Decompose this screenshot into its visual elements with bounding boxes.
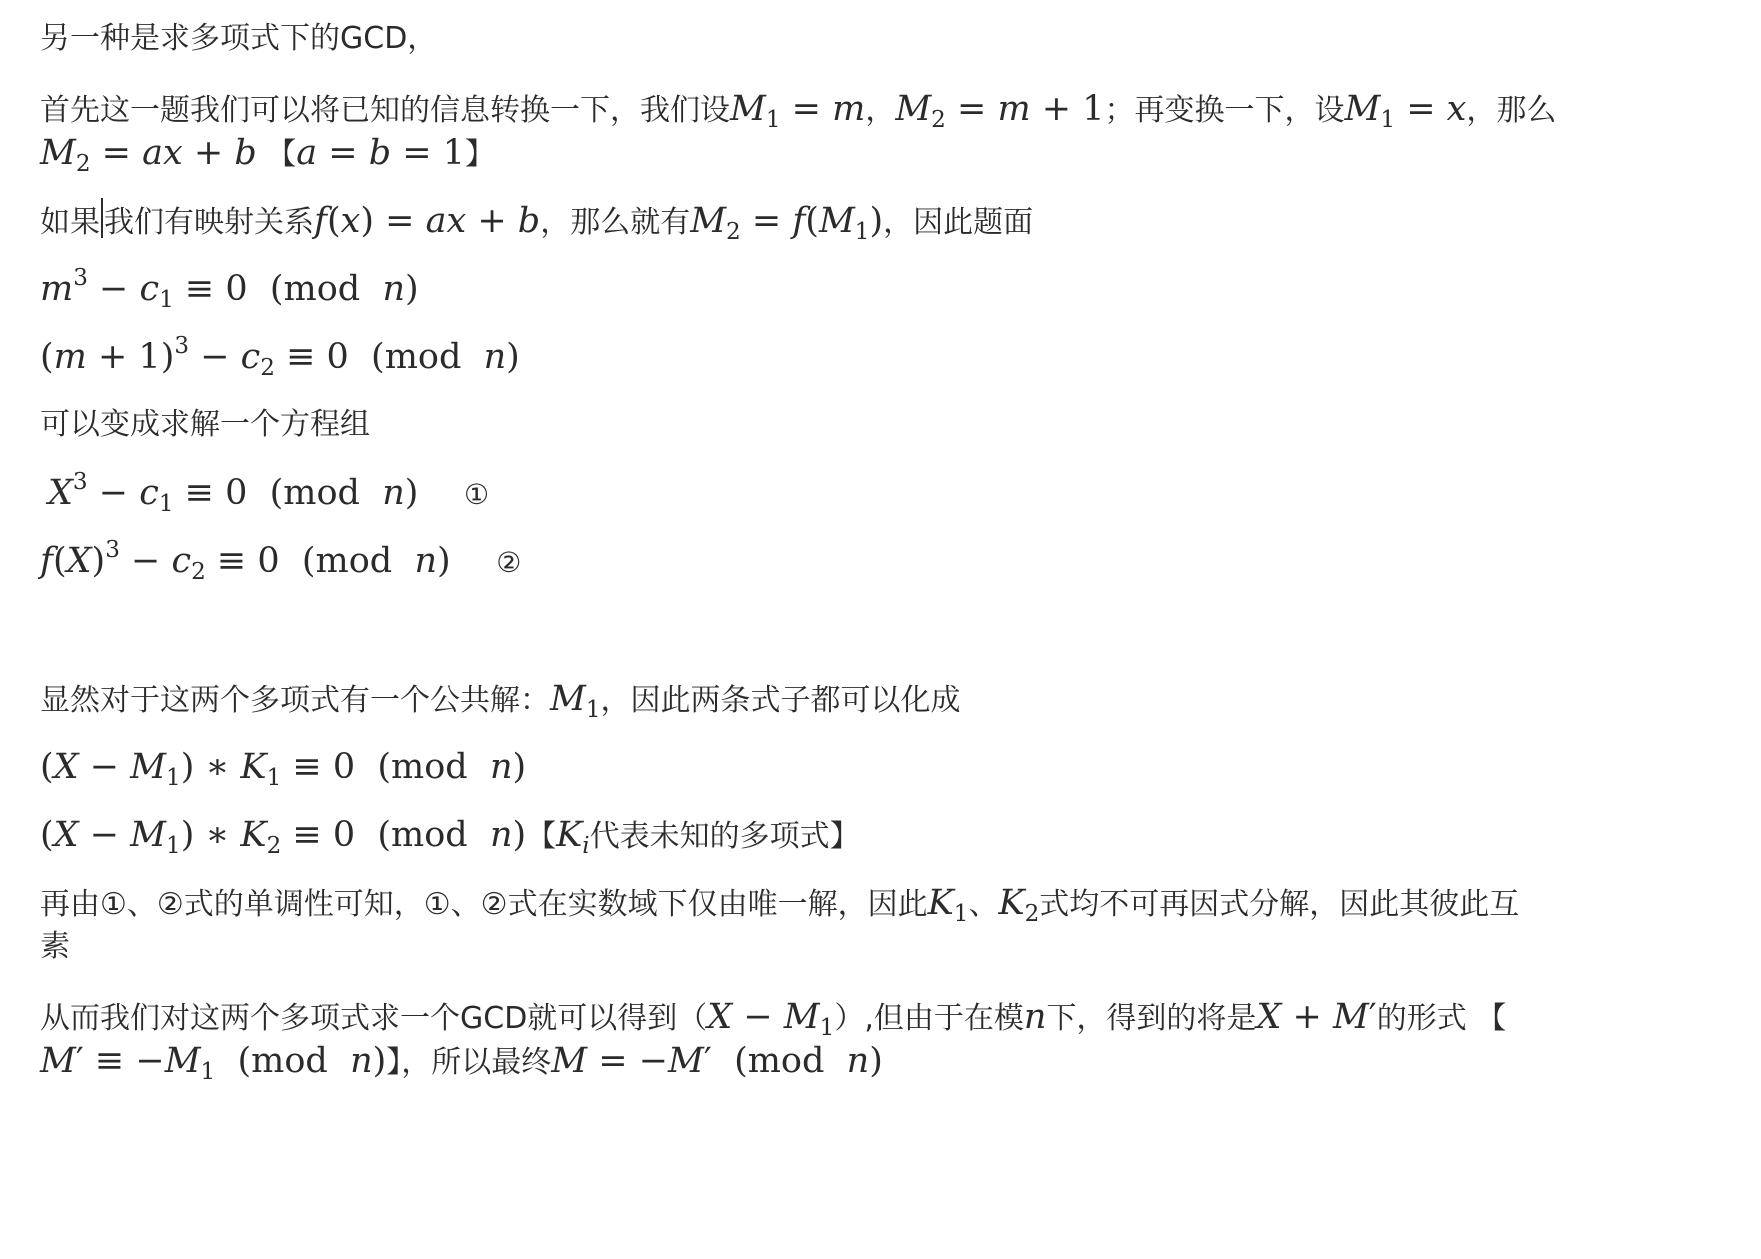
- p7-text-d: 的形式 【: [1376, 1001, 1507, 1036]
- p2-text-d: ，因此题面: [883, 205, 1034, 240]
- math-m2-eq-m-plus-1: $M_2 = m + 1$: [895, 89, 1105, 133]
- circled-two: ②: [496, 546, 522, 579]
- math-m2-eq-f-m1: $M_2 = f(M_1)$: [690, 201, 884, 245]
- paragraph-3: [40, 400, 370, 450]
- p2-text-c: ，那么就有: [540, 205, 691, 240]
- equation-k2: $(X - M_1)$ ∗ $K_2 \equiv 0$ (mod n)【$K_i$代表未知的多项式】: [40, 815, 860, 859]
- math-fx-eq-ax-b: f(x) = ax + b: [314, 201, 541, 241]
- paragraph-7-line-1: 从而我们对这两个多项式求一个GCD就可以得到$(X - M_1)$,但由于在模n下，得到的将是X + M′的形式 【: [40, 997, 1507, 1041]
- paragraph-6-line-2: [40, 922, 70, 972]
- p3-text: 可以变成求解一个方程组: [40, 407, 370, 442]
- p5-text: 代表未知的多项式: [589, 819, 830, 854]
- circled-one: ①: [463, 478, 490, 511]
- text-cursor: [101, 198, 103, 238]
- bracket-open: 【: [266, 137, 297, 172]
- equation-2: $f(X)^3 - c_2 \equiv 0$ (mod n) ②: [40, 537, 522, 585]
- p2-text-b: 我们有映射关系: [104, 205, 314, 240]
- p2-text-a: 如果: [40, 205, 100, 240]
- p6-text-b: 式均不可再因式分解，因此其彼此互: [1039, 887, 1520, 922]
- math-m1-eq-m: $M_1 = m$: [730, 89, 866, 133]
- p4-text-b: ，因此两条式子都可以化成: [600, 683, 961, 718]
- p1-text-c: ；再变换一下，设: [1104, 93, 1345, 128]
- p1-text-b: ，: [865, 93, 896, 128]
- p6-text-a: 再由①、②式的单调性可知，①、②式在实数域下仅由唯一解，因此: [40, 887, 928, 922]
- math-m1: $M_1$: [550, 679, 601, 723]
- intro-line: [40, 14, 437, 64]
- p1-text-a: 首先这一题我们可以将已知的信息转换一下，我们设: [40, 93, 730, 128]
- p6-text-line2: 素: [40, 929, 70, 964]
- math-m2-eq-ax-b: $M_2$ = ax + b: [40, 133, 257, 177]
- paragraph-6-line-1: 再由①、②式的单调性可知，①、②式在实数域下仅由唯一解，因此$K_1$、$K_2$式均不可再因式分解，因此其彼此互: [40, 883, 1520, 927]
- p4-text: 显然对于这两个多项式有一个公共解：: [40, 683, 550, 718]
- equation-k1: $(X - M_1)$ ∗ $K_1 \equiv 0$ (mod n): [40, 747, 527, 791]
- p7-text-c: 下，得到的将是: [1046, 1001, 1257, 1036]
- paragraph-2: [40, 196, 1033, 248]
- equation-m-cubed: $m^3 - c_1 \equiv 0$ (mod n): [40, 265, 419, 313]
- intro-text: 另一种是求多项式下的GCD，: [40, 21, 438, 56]
- p7-text-b: ,但由于在模: [864, 1001, 1024, 1036]
- equation-m-plus-1-cubed: $(m + 1)^3 - c_2 \equiv 0$ (mod n): [40, 333, 520, 381]
- p1-text-d: ，那么: [1466, 93, 1557, 128]
- paragraph-1-line-2: [40, 128, 495, 180]
- paragraph-4: [40, 674, 961, 726]
- p7-text-e: 】，所以最终: [386, 1045, 552, 1080]
- p7-text-a: 从而我们对这两个多项式求一个GCD就可以得到: [40, 1001, 678, 1036]
- bracket-close: 】: [464, 137, 495, 172]
- equation-1: $X^3 - c_1 \equiv 0$ (mod n) ①: [48, 469, 490, 517]
- math-m1-eq-x: $M_1 = x$: [1344, 89, 1467, 133]
- math-a-eq-b-eq-1: a = b = 1: [296, 133, 465, 173]
- paragraph-7-line-2: $M' \equiv -M_1$ (mod n)】，所以最终M = −M′ (mod n): [40, 1041, 883, 1085]
